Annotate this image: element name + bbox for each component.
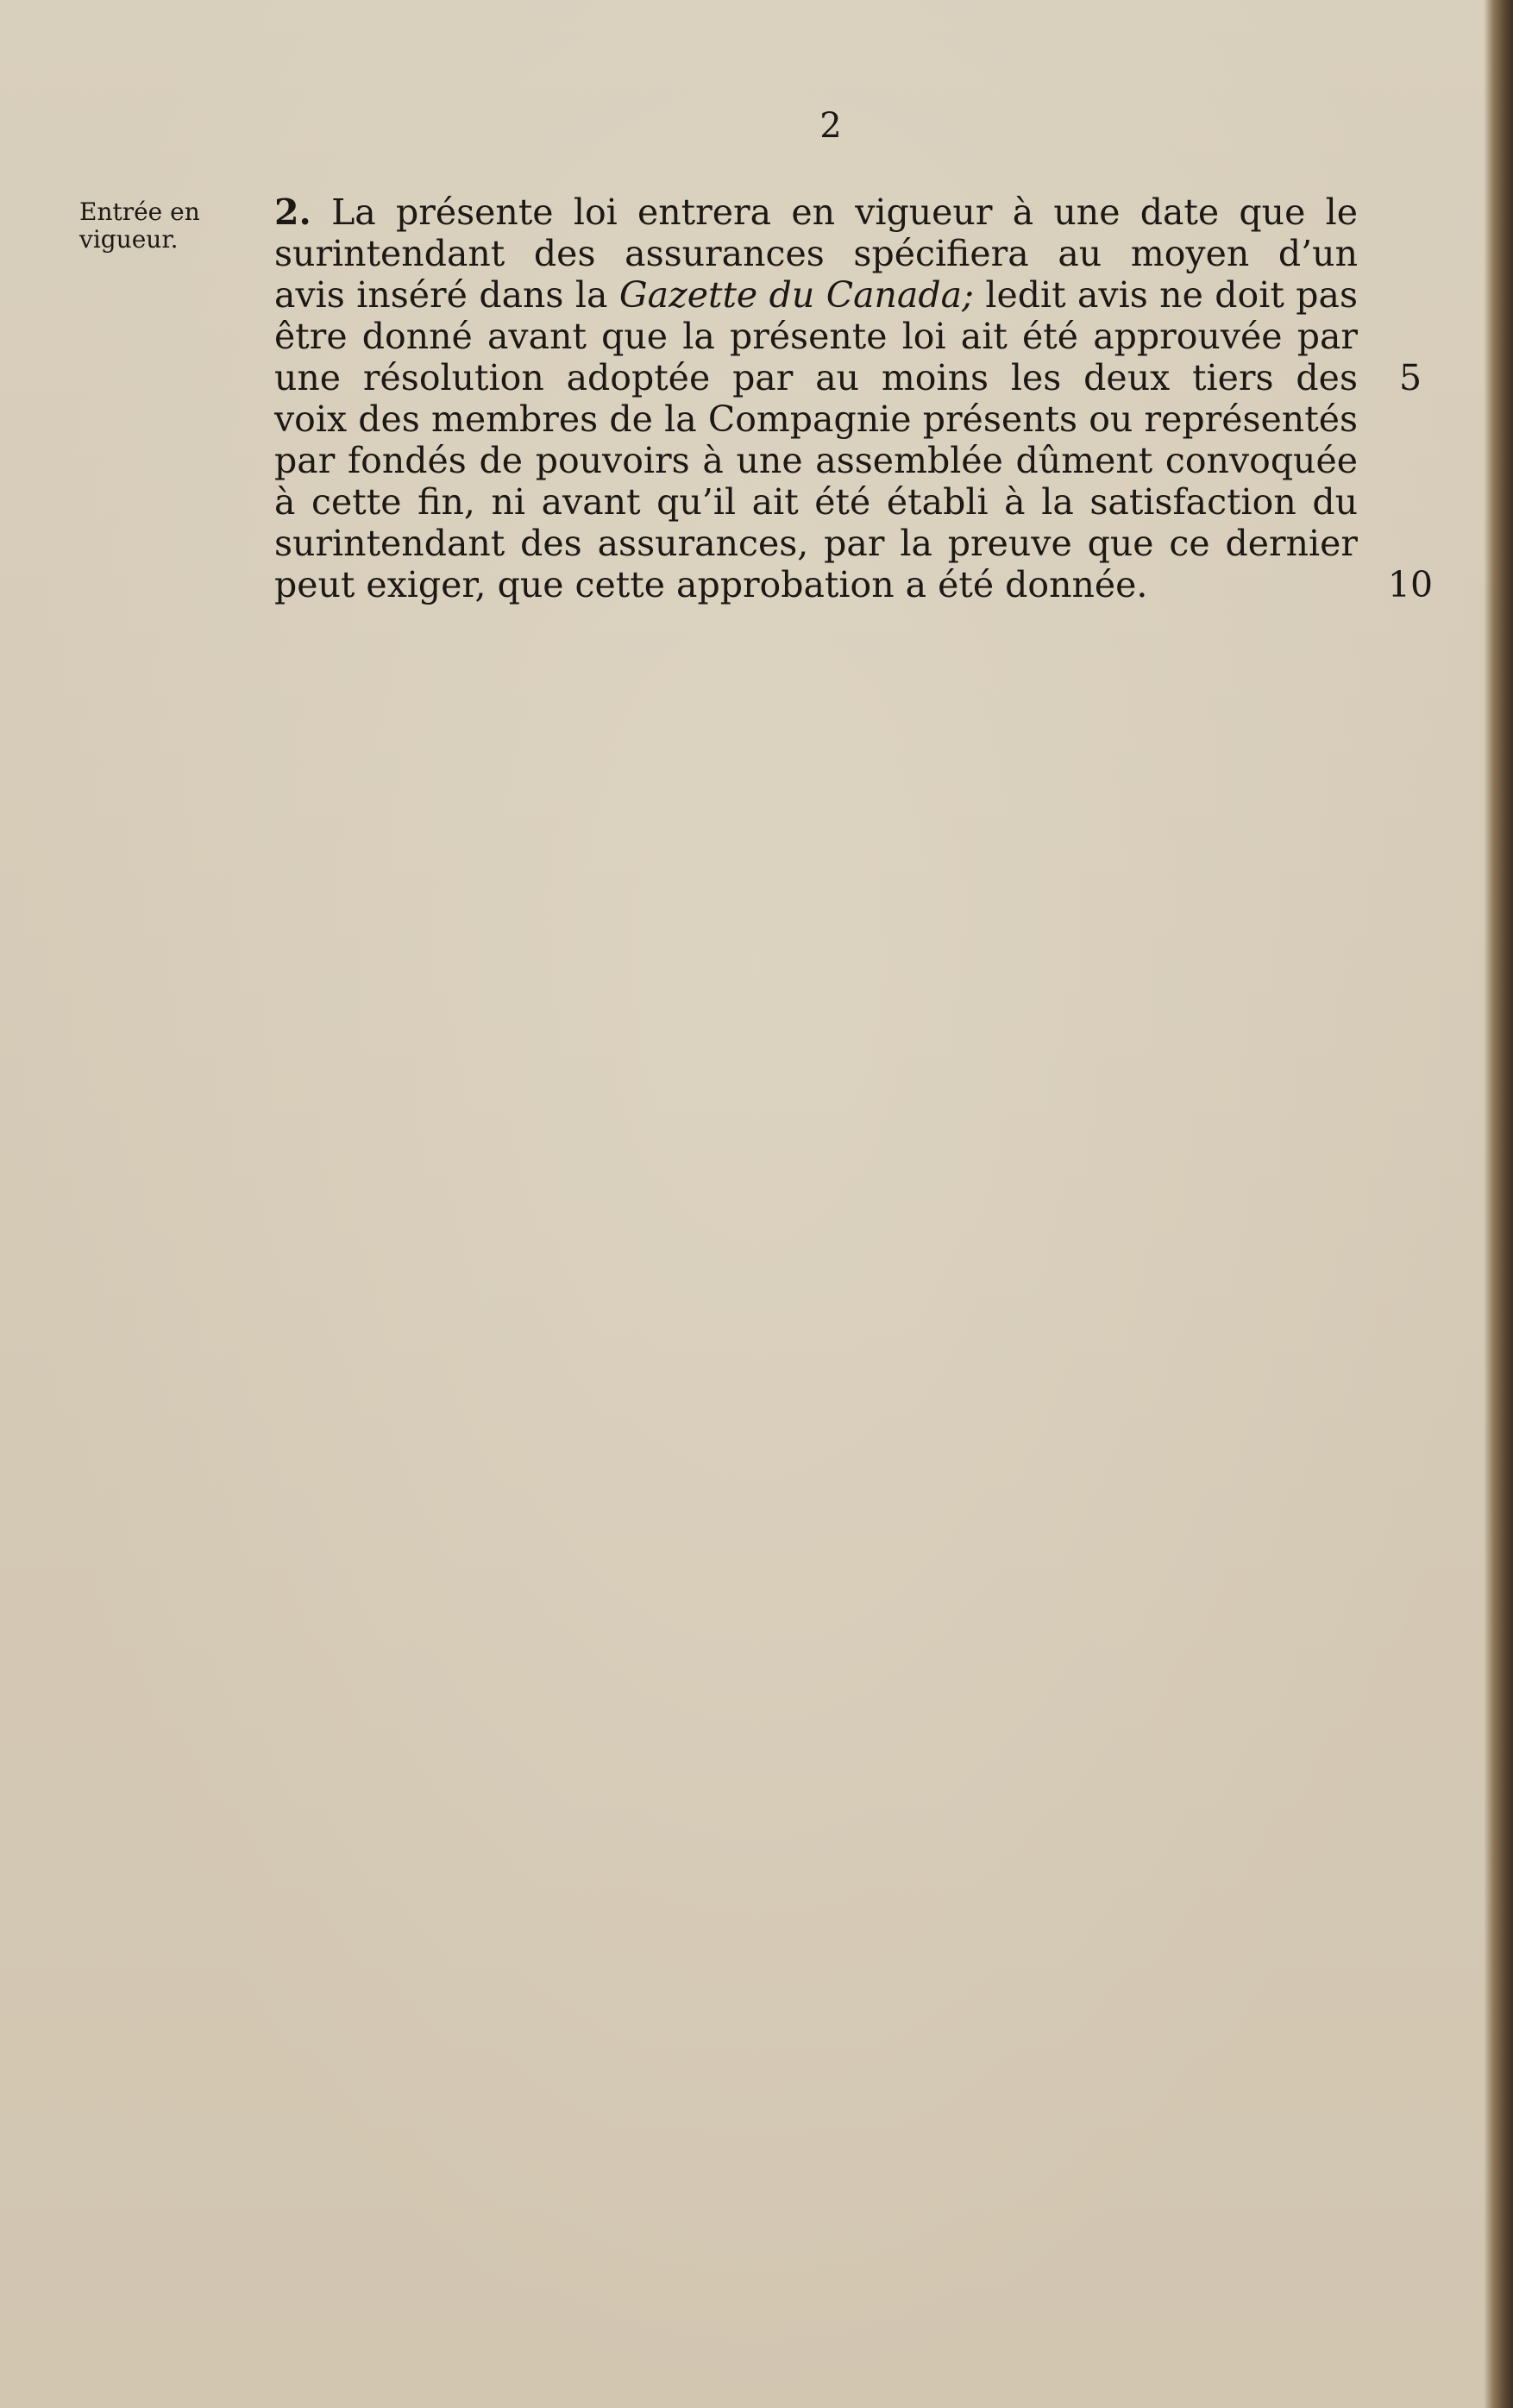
line-text: par fondés de pouvoirs à une assemblée dûment convoquée (274, 440, 1358, 481)
body-line (274, 191, 1358, 233)
gazette-title: Gazette du Canada; (618, 274, 974, 316)
line-number-10: 10 (1387, 564, 1434, 605)
line-text: peut exiger, que cette approbation a été donnée. (274, 564, 1148, 605)
margin-note (79, 198, 235, 254)
line-number-5: 5 (1398, 357, 1422, 398)
body-line (274, 440, 1358, 481)
line-text: une résolution adoptée par au moins les deux tiers des (274, 357, 1358, 398)
body-line (274, 274, 1358, 316)
line-text: La présente loi entrera en vigueur à une date que le (331, 191, 1358, 233)
body-line (274, 233, 1358, 274)
body-line (274, 398, 1358, 440)
line-text: ledit avis ne doit pas (973, 274, 1358, 316)
body-line (274, 316, 1358, 357)
line-text: avis inséré dans la (274, 274, 619, 316)
margin-note-line-2: vigueur. (79, 225, 179, 254)
line-text: surintendant des assurances, par la preuve que ce dernier (274, 523, 1358, 564)
body-line (274, 523, 1358, 564)
line-text: être donné avant que la présente loi ait été approuvée par (274, 316, 1358, 357)
section-number: 2. (274, 191, 311, 233)
page-edge-shadow (1484, 0, 1513, 2408)
line-text: surintendant des assurances spécifiera au moyen d’un (274, 233, 1358, 274)
section-body (274, 191, 1358, 605)
page-number: 2 (819, 106, 842, 146)
line-text: voix des membres de la Compagnie présents ou représentés (274, 398, 1358, 440)
body-line (274, 481, 1358, 523)
margin-note-line-1: Entrée en (79, 198, 200, 226)
body-line (274, 357, 1358, 398)
line-text: à cette fin, ni avant qu’il ait été établi à la satisfaction du (274, 481, 1358, 523)
body-line (274, 564, 1358, 605)
